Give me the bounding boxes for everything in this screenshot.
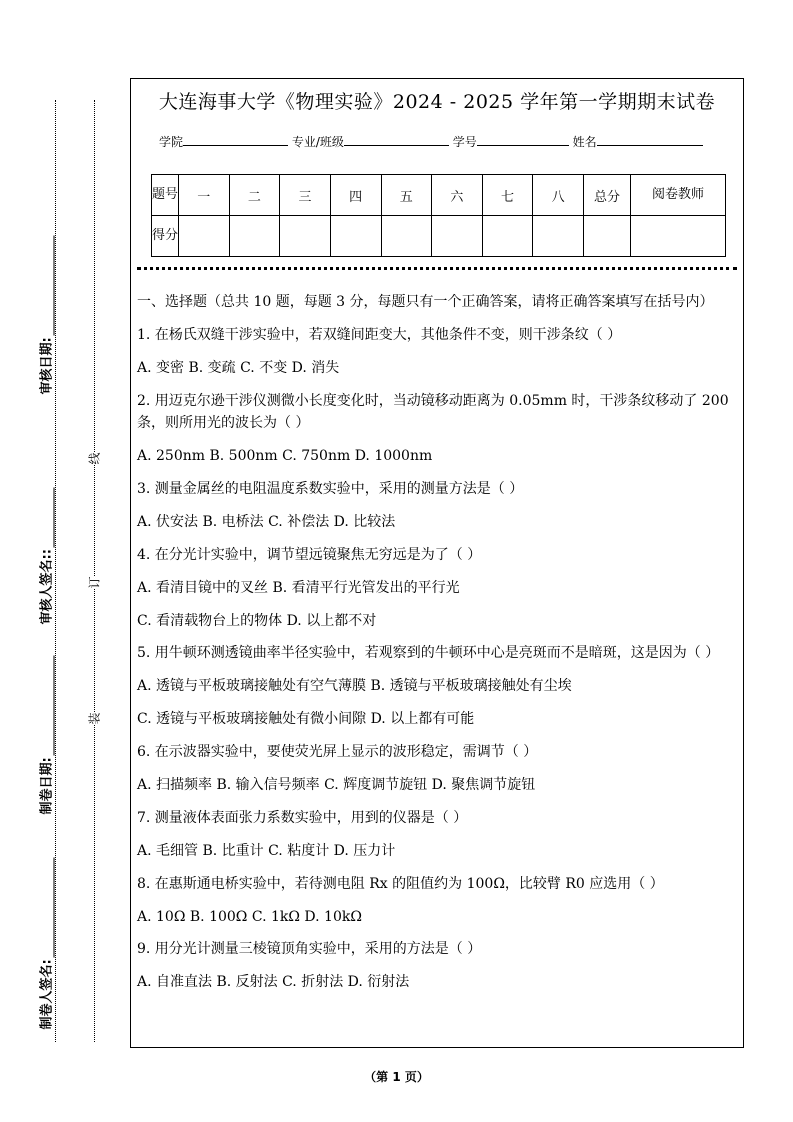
question-4-options-b: C. 看清载物台上的物体 D. 以上都不对: [137, 612, 377, 629]
question-7: 7. 测量液体表面张力系数实验中，用到的仪器是（ ）: [137, 809, 468, 826]
exam-frame: [130, 78, 744, 1048]
maker-signature-blank[interactable]: [54, 857, 55, 957]
major-class-field[interactable]: [344, 133, 449, 146]
review-date-label: 审核日期:: [39, 337, 55, 395]
score-cell[interactable]: [330, 216, 381, 257]
exam-title: 大连海事大学《物理实验》2024 - 2025 学年第一学期期末试卷: [158, 91, 716, 113]
question-5: 5. 用牛顿环测透镜曲率半径实验中，若观察到的牛顿环中心是亮斑而不是暗斑，这是因为（ ）: [137, 645, 720, 662]
college-field[interactable]: [183, 133, 288, 146]
score-cell[interactable]: [381, 216, 432, 257]
row-label-question-no: 题号: [152, 175, 179, 216]
score-cell[interactable]: [533, 216, 584, 257]
score-total-cell[interactable]: [584, 216, 631, 257]
binding-char-line: 线: [84, 452, 105, 464]
student-id-label: 学号: [452, 135, 477, 149]
student-info-row: [159, 133, 703, 150]
question-6-options: A. 扫描频率 B. 输入信号频率 C. 辉度调节旋钮 D. 聚焦调节旋钮: [137, 776, 536, 793]
question-2-options: A. 250nm B. 500nm C. 750nm D. 1000nm: [137, 448, 433, 465]
reviewer-signature-blank[interactable]: [54, 487, 55, 547]
question-8-options: A. 10Ω B. 100Ω C. 1kΩ D. 10kΩ: [137, 908, 362, 925]
binding-char-staple: 订: [84, 576, 105, 588]
college-label: 学院: [159, 135, 184, 149]
col-1: 一: [179, 175, 230, 216]
question-1: 1. 在杨氏双缝干涉实验中，若双缝间距变大，其他条件不变，则干涉条纹（ ）: [137, 326, 622, 343]
section-heading: 一、选择题（总共 10 题，每题 3 分，每题只有一个正确答案，请将正确答案填写在括号内）: [137, 294, 714, 310]
review-date-blank[interactable]: [54, 235, 55, 335]
question-9: 9. 用分光计测量三棱镜顶角实验中，采用的方法是（ ）: [137, 941, 482, 958]
maker-date-blank[interactable]: [54, 655, 55, 755]
col-3: 三: [280, 175, 331, 216]
maker-signature-label: 制卷人签名:: [39, 959, 55, 1030]
col-5: 五: [381, 175, 432, 216]
major-class-label: 专业/班级: [291, 135, 344, 149]
maker-date-label: 制卷日期:: [39, 757, 55, 815]
score-table-score-row: [152, 216, 726, 257]
score-cell[interactable]: [280, 216, 331, 257]
page-number: （第 1 页）: [364, 1070, 429, 1084]
maker-date-field: [36, 665, 55, 815]
question-7-options: A. 毛细管 B. 比重计 C. 粘度计 D. 压力计: [137, 842, 396, 859]
question-9-options: A. 自准直法 B. 反射法 C. 折射法 D. 衍射法: [137, 974, 410, 991]
question-8: 8. 在惠斯通电桥实验中，若待测电阻 Rx 的阻值约为 100Ω，比较臂 R0 应选用（ ）: [137, 875, 664, 892]
score-table-header-row: [152, 175, 726, 216]
binding-dotted-line-outer: [55, 100, 56, 1042]
col-total: 总分: [584, 175, 631, 216]
row-label-score: 得分: [152, 216, 179, 257]
score-cell[interactable]: [432, 216, 483, 257]
col-grader: 阅卷教师: [631, 175, 726, 216]
score-cell[interactable]: [229, 216, 280, 257]
question-1-options: A. 变密 B. 变疏 C. 不变 D. 消失: [137, 359, 340, 376]
question-3-options: A. 伏安法 B. 电桥法 C. 补偿法 D. 比较法: [137, 513, 396, 530]
question-2: 2. 用迈克尔逊干涉仪测微小长度变化时，当动镜移动距离为 0.05mm 时，干涉条纹移动了 200 条，则所用光的波长为（ ）: [137, 392, 729, 432]
question-5-options-a: A. 透镜与平板玻璃接触处有空气薄膜 B. 透镜与平板玻璃接触处有尘埃: [137, 678, 572, 695]
binding-char-bind: 装: [84, 712, 105, 724]
score-cell[interactable]: [179, 216, 230, 257]
section-divider: [137, 267, 737, 270]
grader-cell[interactable]: [631, 216, 726, 257]
question-6: 6. 在示波器实验中，要使荧光屏上显示的波形稳定，需调节（ ）: [137, 744, 538, 761]
col-2: 二: [229, 175, 280, 216]
col-6: 六: [432, 175, 483, 216]
question-section: [137, 291, 739, 1004]
student-id-field[interactable]: [477, 133, 569, 146]
col-4: 四: [330, 175, 381, 216]
question-3: 3. 测量金属丝的电阻温度系数实验中，采用的测量方法是（ ）: [137, 480, 524, 497]
reviewer-signature-label: 审核人签名::: [39, 549, 55, 625]
score-table: [151, 174, 726, 257]
binding-dotted-line-inner: [94, 100, 95, 1042]
reviewer-signature-field: [36, 465, 55, 625]
col-7: 七: [482, 175, 533, 216]
question-4: 4. 在分光计实验中，调节望远镜聚焦无穷远是为了（ ）: [137, 546, 482, 563]
name-label: 姓名: [572, 135, 597, 149]
name-field[interactable]: [597, 133, 703, 146]
col-8: 八: [533, 175, 584, 216]
maker-signature-field: [36, 870, 55, 1030]
question-5-options-b: C. 透镜与平板玻璃接触处有微小间隙 D. 以上都有可能: [137, 711, 475, 728]
question-4-options-a: A. 看清目镜中的叉丝 B. 看清平行光管发出的平行光: [137, 579, 460, 596]
score-cell[interactable]: [482, 216, 533, 257]
review-date-field: [36, 245, 55, 395]
